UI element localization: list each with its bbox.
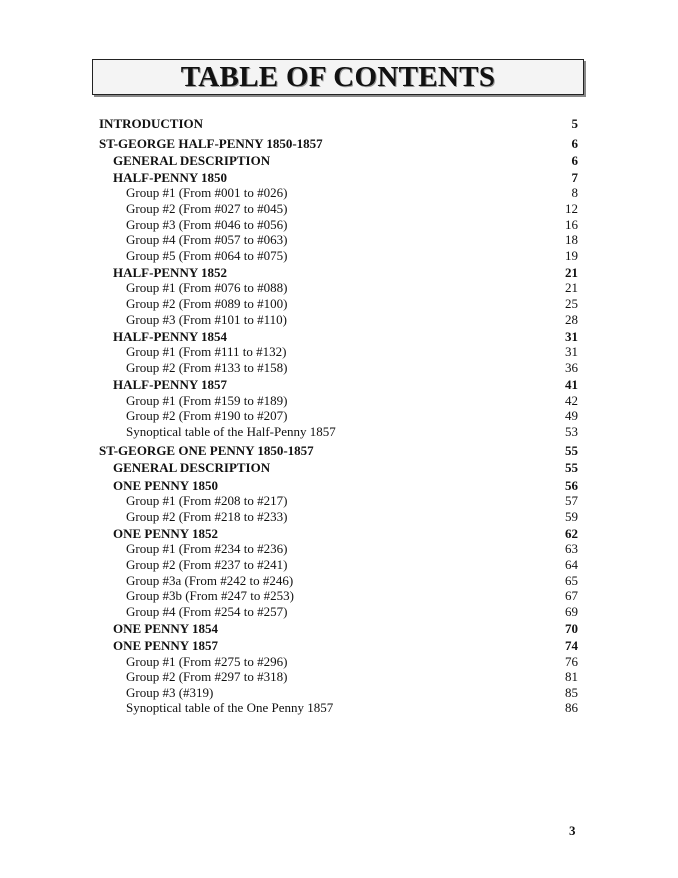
toc-entry-page: 36 <box>565 359 578 375</box>
toc-entry-label: Group #3 (#319) <box>126 684 214 700</box>
toc-entry[interactable] <box>99 217 578 233</box>
toc-entry-page: 64 <box>565 557 578 573</box>
toc-entry[interactable] <box>99 408 578 424</box>
page-title: TABLE OF CONTENTS <box>180 60 496 93</box>
toc-entry-page: 57 <box>565 493 578 509</box>
toc-entry-page: 55 <box>565 460 578 476</box>
toc-entry-label: Group #2 (From #237 to #241) <box>126 557 288 573</box>
toc-entry-label: Group #1 (From #275 to #296) <box>126 653 288 669</box>
toc-entry[interactable] <box>99 153 578 169</box>
toc-entry-label: Group #1 (From #159 to #189) <box>126 392 288 408</box>
toc-entry[interactable] <box>99 573 578 589</box>
toc-entry-page: 65 <box>565 572 578 588</box>
toc-entry[interactable] <box>99 360 578 376</box>
toc-entry[interactable] <box>99 344 578 360</box>
toc-entry[interactable] <box>99 621 578 637</box>
toc-entry-page: 85 <box>565 684 578 700</box>
toc-entry-label: Group #4 (From #057 to #063) <box>126 232 288 248</box>
toc-entry[interactable] <box>99 509 578 525</box>
toc-entry[interactable] <box>99 185 578 201</box>
toc-entry-page: 69 <box>565 603 578 619</box>
toc-entry[interactable] <box>99 377 578 393</box>
toc-entry-page: 21 <box>565 280 578 296</box>
toc-entry[interactable] <box>99 604 578 620</box>
toc-entry-page: 59 <box>565 508 578 524</box>
toc-entry-label: ONE PENNY 1857 <box>113 638 218 653</box>
toc-entry-page: 12 <box>565 200 578 216</box>
toc-entry-page: 74 <box>565 638 578 653</box>
toc-entry-label: Group #2 (From #297 to #318) <box>126 669 288 685</box>
toc-entry[interactable] <box>99 541 578 557</box>
toc-entry-label: Group #1 (From #001 to #026) <box>126 185 288 201</box>
toc-entry-page: 6 <box>571 135 578 151</box>
toc-entry[interactable] <box>99 460 578 476</box>
toc-entry[interactable] <box>99 280 578 296</box>
toc-entry[interactable] <box>99 136 578 152</box>
toc-entry[interactable] <box>99 393 578 409</box>
toc-entry-label: ONE PENNY 1850 <box>113 477 218 493</box>
toc-entry-label: GENERAL DESCRIPTION <box>113 460 271 476</box>
toc-entry[interactable] <box>99 329 578 345</box>
toc-entry-label: Group #5 (From #064 to #075) <box>126 247 288 263</box>
toc-entry-label: Synoptical table of the Half-Penny 1857 <box>126 423 336 439</box>
toc-entry-page: 31 <box>565 344 578 360</box>
toc-entry[interactable] <box>99 557 578 573</box>
toc-entry-label: Group #1 (From #208 to #217) <box>126 493 288 509</box>
toc-entry-page: 86 <box>565 700 578 716</box>
toc-entry[interactable] <box>99 312 578 328</box>
toc-entry[interactable] <box>99 588 578 604</box>
toc-entry-label: Group #1 (From #076 to #088) <box>126 280 288 296</box>
toc-entry[interactable] <box>99 201 578 217</box>
toc-entry-label: ST-GEORGE HALF-PENNY 1850-1857 <box>99 135 323 151</box>
toc-entry-page: 31 <box>565 328 578 344</box>
page-number: 3 <box>569 823 576 838</box>
toc-entry-page: 5 <box>571 116 578 131</box>
toc-entry-label: Group #3 (From #046 to #056) <box>126 216 288 232</box>
toc-entry[interactable] <box>99 116 578 132</box>
toc-entry-page: 19 <box>565 247 578 263</box>
toc-entry-page: 7 <box>571 169 578 185</box>
toc-entry[interactable] <box>99 654 578 670</box>
toc-entry[interactable] <box>99 638 578 654</box>
toc-entry-page: 76 <box>565 653 578 669</box>
toc-entry[interactable] <box>99 248 578 264</box>
toc-entry-label: Group #2 (From #089 to #100) <box>126 296 288 312</box>
toc-entry-page: 63 <box>565 541 578 557</box>
toc-entry[interactable] <box>99 669 578 685</box>
toc-entry[interactable] <box>99 170 578 186</box>
toc-entry-label: ONE PENNY 1854 <box>113 620 218 636</box>
toc-entry-label: Group #2 (From #133 to #158) <box>126 359 288 375</box>
toc-entry-label: HALF-PENNY 1857 <box>113 377 227 392</box>
toc-entry-label: Group #1 (From #234 to #236) <box>126 541 288 557</box>
toc-entry-label: GENERAL DESCRIPTION <box>113 152 271 168</box>
toc-entry[interactable] <box>99 296 578 312</box>
toc-entry-page: 67 <box>565 588 578 604</box>
toc-entry-page: 16 <box>565 216 578 232</box>
toc-entry[interactable] <box>99 265 578 281</box>
toc-entry-label: Group #4 (From #254 to #257) <box>126 603 288 619</box>
toc-entry-label: Group #2 (From #190 to #207) <box>126 408 288 424</box>
toc-entry-label: INTRODUCTION <box>99 116 204 131</box>
toc-entry-label: ST-GEORGE ONE PENNY 1850-1857 <box>99 443 314 459</box>
title-box <box>92 59 584 95</box>
toc-entry-label: ONE PENNY 1852 <box>113 525 218 541</box>
toc-entry-page: 21 <box>565 264 578 280</box>
toc-entry[interactable] <box>99 526 578 542</box>
toc-entry-label: Synoptical table of the One Penny 1857 <box>126 700 334 716</box>
toc-entry-page: 81 <box>565 669 578 685</box>
toc-entry-page: 25 <box>565 296 578 312</box>
table-of-contents <box>99 116 578 716</box>
toc-entry-label: Group #2 (From #027 to #045) <box>126 200 288 216</box>
toc-entry-page: 56 <box>565 477 578 493</box>
toc-entry-page: 6 <box>571 152 578 168</box>
toc-entry[interactable] <box>99 700 578 716</box>
toc-entry-page: 53 <box>565 423 578 439</box>
toc-entry-page: 62 <box>565 525 578 541</box>
toc-entry[interactable] <box>99 424 578 440</box>
toc-entry-page: 18 <box>565 232 578 248</box>
toc-entry-label: Group #2 (From #218 to #233) <box>126 508 288 524</box>
toc-entry-label: Group #3a (From #242 to #246) <box>126 572 294 588</box>
toc-entry-label: Group #3b (From #247 to #253) <box>126 588 294 604</box>
toc-entry[interactable] <box>99 478 578 494</box>
toc-entry-label: Group #1 (From #111 to #132) <box>126 344 287 360</box>
toc-entry-label: HALF-PENNY 1850 <box>113 169 227 185</box>
toc-entry[interactable] <box>99 232 578 248</box>
toc-entry-page: 49 <box>565 408 578 424</box>
toc-entry-label: HALF-PENNY 1854 <box>113 328 227 344</box>
toc-entry[interactable] <box>99 443 578 459</box>
toc-entry[interactable] <box>99 493 578 509</box>
toc-entry-page: 28 <box>565 311 578 327</box>
toc-entry-page: 42 <box>565 392 578 408</box>
toc-entry-page: 41 <box>565 377 578 392</box>
toc-entry[interactable] <box>99 685 578 701</box>
toc-entry-page: 8 <box>571 185 578 201</box>
toc-entry-label: Group #3 (From #101 to #110) <box>126 311 287 327</box>
toc-entry-page: 70 <box>565 620 578 636</box>
toc-entry-label: HALF-PENNY 1852 <box>113 264 227 280</box>
toc-entry-page: 55 <box>565 443 578 459</box>
